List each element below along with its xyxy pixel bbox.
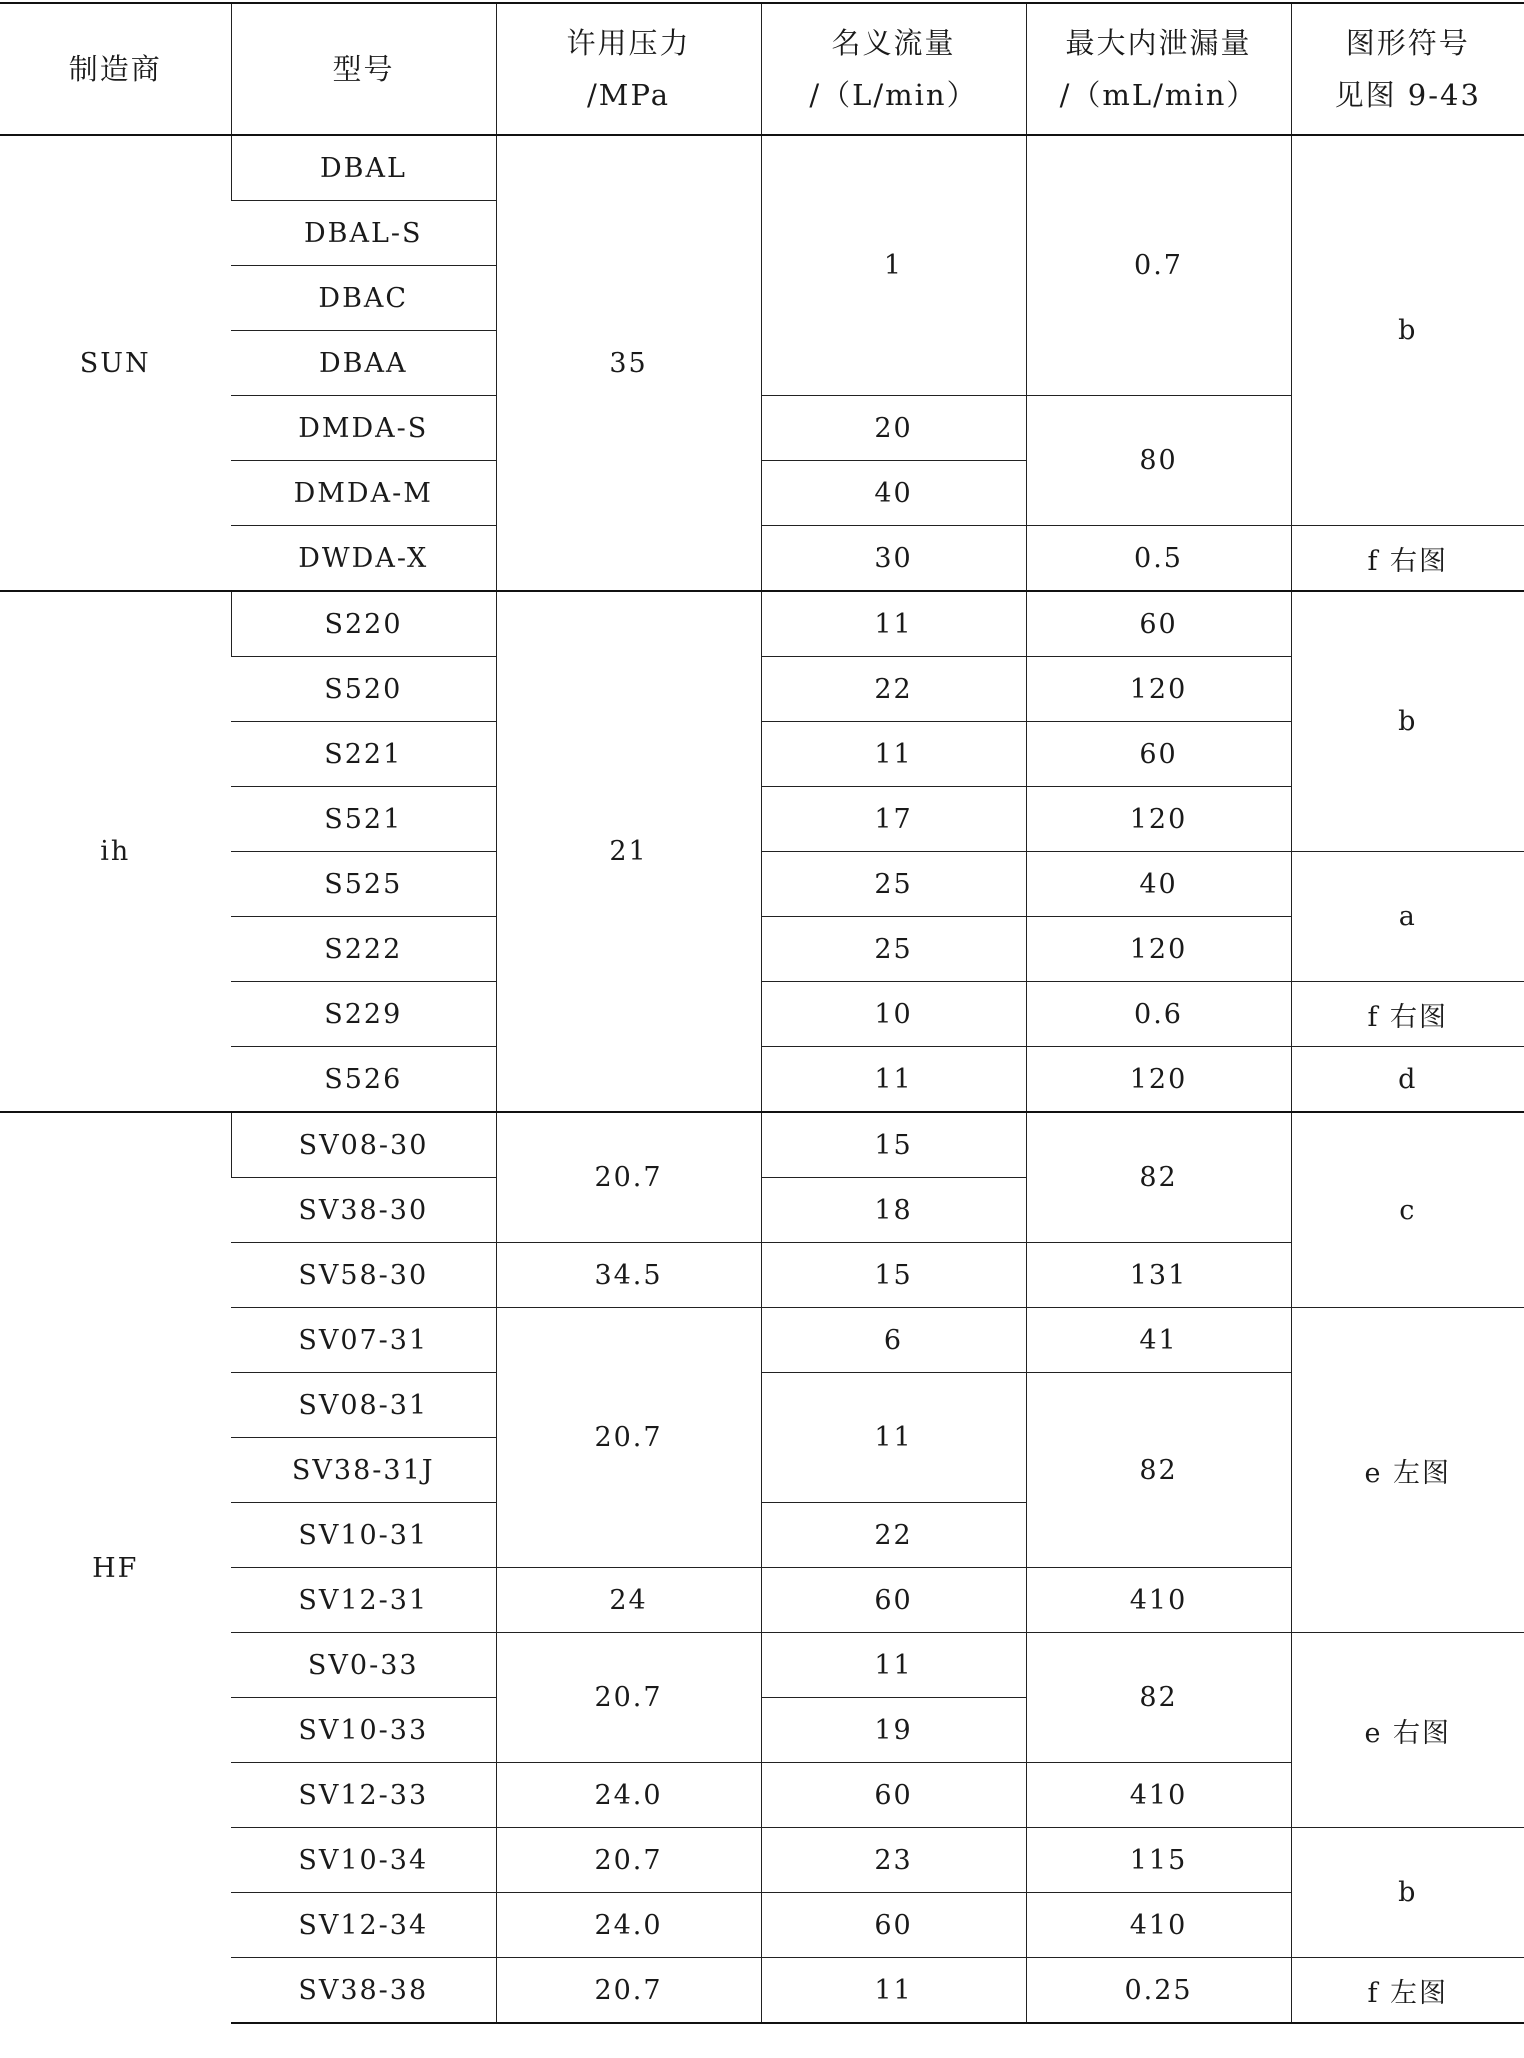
leakage-cell: 0.5 xyxy=(1026,526,1291,592)
flow-cell: 25 xyxy=(761,852,1026,917)
leakage-cell: 120 xyxy=(1026,787,1291,852)
flow-cell: 11 xyxy=(761,591,1026,657)
header-leakage: 最大内泄漏量 /（mL/min） xyxy=(1026,3,1291,135)
flow-cell: 15 xyxy=(761,1112,1026,1178)
flow-cell: 11 xyxy=(761,1047,1026,1113)
flow-cell: 11 xyxy=(761,1958,1026,2024)
model-cell: S229 xyxy=(231,982,496,1047)
model-cell: SV58-30 xyxy=(231,1243,496,1308)
model-cell: DWDA-X xyxy=(231,526,496,592)
leakage-cell: 0.25 xyxy=(1026,1958,1291,2024)
flow-cell: 30 xyxy=(761,526,1026,592)
table-row xyxy=(0,591,1524,657)
leakage-cell: 410 xyxy=(1026,1763,1291,1828)
leakage-cell: 120 xyxy=(1026,657,1291,722)
flow-cell: 10 xyxy=(761,982,1026,1047)
symbol-cell: b xyxy=(1291,1828,1524,1958)
maker-cell: SUN xyxy=(0,135,231,591)
flow-cell: 60 xyxy=(761,1568,1026,1633)
flow-cell: 6 xyxy=(761,1308,1026,1373)
leakage-cell: 0.7 xyxy=(1026,135,1291,396)
model-cell: SV08-30 xyxy=(231,1112,496,1178)
model-cell: SV12-33 xyxy=(231,1763,496,1828)
flow-cell: 18 xyxy=(761,1178,1026,1243)
leakage-cell: 0.6 xyxy=(1026,982,1291,1047)
leakage-cell: 40 xyxy=(1026,852,1291,917)
model-cell: DBAC xyxy=(231,266,496,331)
table-row xyxy=(0,1112,1524,1178)
pressure-cell: 20.7 xyxy=(496,1633,761,1763)
symbol-cell: e 右图 xyxy=(1291,1633,1524,1828)
flow-cell: 11 xyxy=(761,722,1026,787)
model-cell: SV38-30 xyxy=(231,1178,496,1243)
leakage-cell: 60 xyxy=(1026,722,1291,787)
symbol-cell: f 左图 xyxy=(1291,1958,1524,2024)
model-cell: DMDA-M xyxy=(231,461,496,526)
flow-cell: 1 xyxy=(761,135,1026,396)
flow-cell: 25 xyxy=(761,917,1026,982)
flow-cell: 11 xyxy=(761,1633,1026,1698)
pressure-cell: 35 xyxy=(496,135,761,591)
model-cell: S221 xyxy=(231,722,496,787)
leakage-cell: 82 xyxy=(1026,1373,1291,1568)
maker-cell: HF xyxy=(0,1112,231,2023)
symbol-cell: b xyxy=(1291,135,1524,526)
flow-cell: 11 xyxy=(761,1373,1026,1503)
header-symbol: 图形符号 见图 9-43 xyxy=(1291,3,1524,135)
leakage-cell: 131 xyxy=(1026,1243,1291,1308)
pressure-cell: 24.0 xyxy=(496,1763,761,1828)
leakage-cell: 120 xyxy=(1026,1047,1291,1113)
symbol-cell: f 右图 xyxy=(1291,526,1524,592)
model-cell: SV38-31J xyxy=(231,1438,496,1503)
pressure-cell: 34.5 xyxy=(496,1243,761,1308)
pressure-cell: 20.7 xyxy=(496,1958,761,2024)
model-cell: SV10-34 xyxy=(231,1828,496,1893)
header-pressure: 许用压力 /MPa xyxy=(496,3,761,135)
leakage-cell: 80 xyxy=(1026,396,1291,526)
model-cell: S526 xyxy=(231,1047,496,1113)
pressure-cell: 20.7 xyxy=(496,1828,761,1893)
model-cell: SV07-31 xyxy=(231,1308,496,1373)
leakage-cell: 41 xyxy=(1026,1308,1291,1373)
flow-cell: 20 xyxy=(761,396,1026,461)
model-cell: S222 xyxy=(231,917,496,982)
flow-cell: 60 xyxy=(761,1893,1026,1958)
leakage-cell: 410 xyxy=(1026,1893,1291,1958)
flow-cell: 60 xyxy=(761,1763,1026,1828)
symbol-cell: b xyxy=(1291,591,1524,852)
flow-cell: 40 xyxy=(761,461,1026,526)
model-cell: S220 xyxy=(231,591,496,657)
flow-cell: 22 xyxy=(761,1503,1026,1568)
leakage-cell: 82 xyxy=(1026,1112,1291,1243)
model-cell: DBAL xyxy=(231,135,496,201)
leakage-cell: 60 xyxy=(1026,591,1291,657)
model-cell: SV12-34 xyxy=(231,1893,496,1958)
leakage-cell: 115 xyxy=(1026,1828,1291,1893)
flow-cell: 17 xyxy=(761,787,1026,852)
pressure-cell: 20.7 xyxy=(496,1308,761,1568)
header-maker: 制造商 xyxy=(0,3,231,135)
model-cell: SV38-38 xyxy=(231,1958,496,2024)
symbol-cell: c xyxy=(1291,1112,1524,1308)
flow-cell: 23 xyxy=(761,1828,1026,1893)
leakage-cell: 120 xyxy=(1026,917,1291,982)
model-cell: DBAA xyxy=(231,331,496,396)
table-row xyxy=(0,135,1524,201)
maker-cell: ih xyxy=(0,591,231,1112)
pressure-cell: 24 xyxy=(496,1568,761,1633)
header-model: 型号 xyxy=(231,3,496,135)
model-cell: SV10-31 xyxy=(231,1503,496,1568)
pressure-cell: 21 xyxy=(496,591,761,1112)
flow-cell: 15 xyxy=(761,1243,1026,1308)
pressure-cell: 24.0 xyxy=(496,1893,761,1958)
model-cell: SV12-31 xyxy=(231,1568,496,1633)
model-cell: S521 xyxy=(231,787,496,852)
leakage-cell: 82 xyxy=(1026,1633,1291,1763)
symbol-cell: e 左图 xyxy=(1291,1308,1524,1633)
model-cell: S520 xyxy=(231,657,496,722)
model-cell: DBAL-S xyxy=(231,201,496,266)
header-flow: 名义流量 /（L/min） xyxy=(761,3,1026,135)
valve-spec-table xyxy=(0,2,1524,2024)
model-cell: DMDA-S xyxy=(231,396,496,461)
model-cell: SV10-33 xyxy=(231,1698,496,1763)
pressure-cell: 20.7 xyxy=(496,1112,761,1243)
header-row xyxy=(0,3,1524,135)
leakage-cell: 410 xyxy=(1026,1568,1291,1633)
flow-cell: 19 xyxy=(761,1698,1026,1763)
symbol-cell: a xyxy=(1291,852,1524,982)
model-cell: SV0-33 xyxy=(231,1633,496,1698)
symbol-cell: f 右图 xyxy=(1291,982,1524,1047)
model-cell: SV08-31 xyxy=(231,1373,496,1438)
model-cell: S525 xyxy=(231,852,496,917)
symbol-cell: d xyxy=(1291,1047,1524,1113)
flow-cell: 22 xyxy=(761,657,1026,722)
